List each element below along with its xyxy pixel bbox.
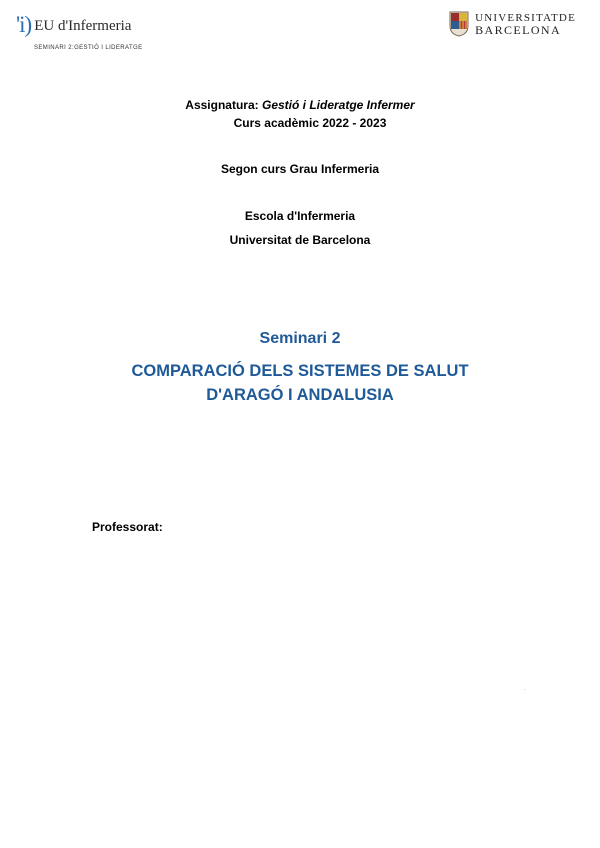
seminar-number: Seminari 2 xyxy=(259,330,341,347)
university-line: Universitat de Barcelona xyxy=(229,233,371,247)
ub-logo-text xyxy=(475,12,576,36)
title-line-1: COMPARACIÓ DELS SISTEMES DE SALUT xyxy=(131,362,469,380)
school-line: Escola d'Infermeria xyxy=(244,209,356,223)
eu-infermeria-logo xyxy=(16,12,131,38)
document-title xyxy=(0,359,600,407)
teachers-label: Professorat: xyxy=(92,520,163,534)
eu-logo-mark: 'i) xyxy=(16,12,32,37)
course-line: Segon curs Grau Infermeria xyxy=(220,162,380,176)
header-subtitle: SEMINARI 2:GESTIÓ I LIDERATGE xyxy=(34,45,143,51)
subject-name: Gestió i Lideratge Infermer xyxy=(261,98,415,112)
subject-label: Assignatura: xyxy=(185,98,259,112)
ub-logo-line1: UNIVERSITATDE xyxy=(475,12,576,24)
shield-icon xyxy=(449,11,469,37)
universitat-barcelona-logo xyxy=(449,11,576,37)
eu-logo-text: EU d'Infermeria xyxy=(34,17,132,34)
page-mark xyxy=(524,689,525,690)
subject-line xyxy=(0,98,600,112)
ub-logo-line2: BARCELONA xyxy=(475,23,562,37)
title-line-2: D'ARAGÓ I ANDALUSIA xyxy=(206,386,394,404)
academic-year: Curs acadèmic 2022 - 2023 xyxy=(233,116,387,130)
